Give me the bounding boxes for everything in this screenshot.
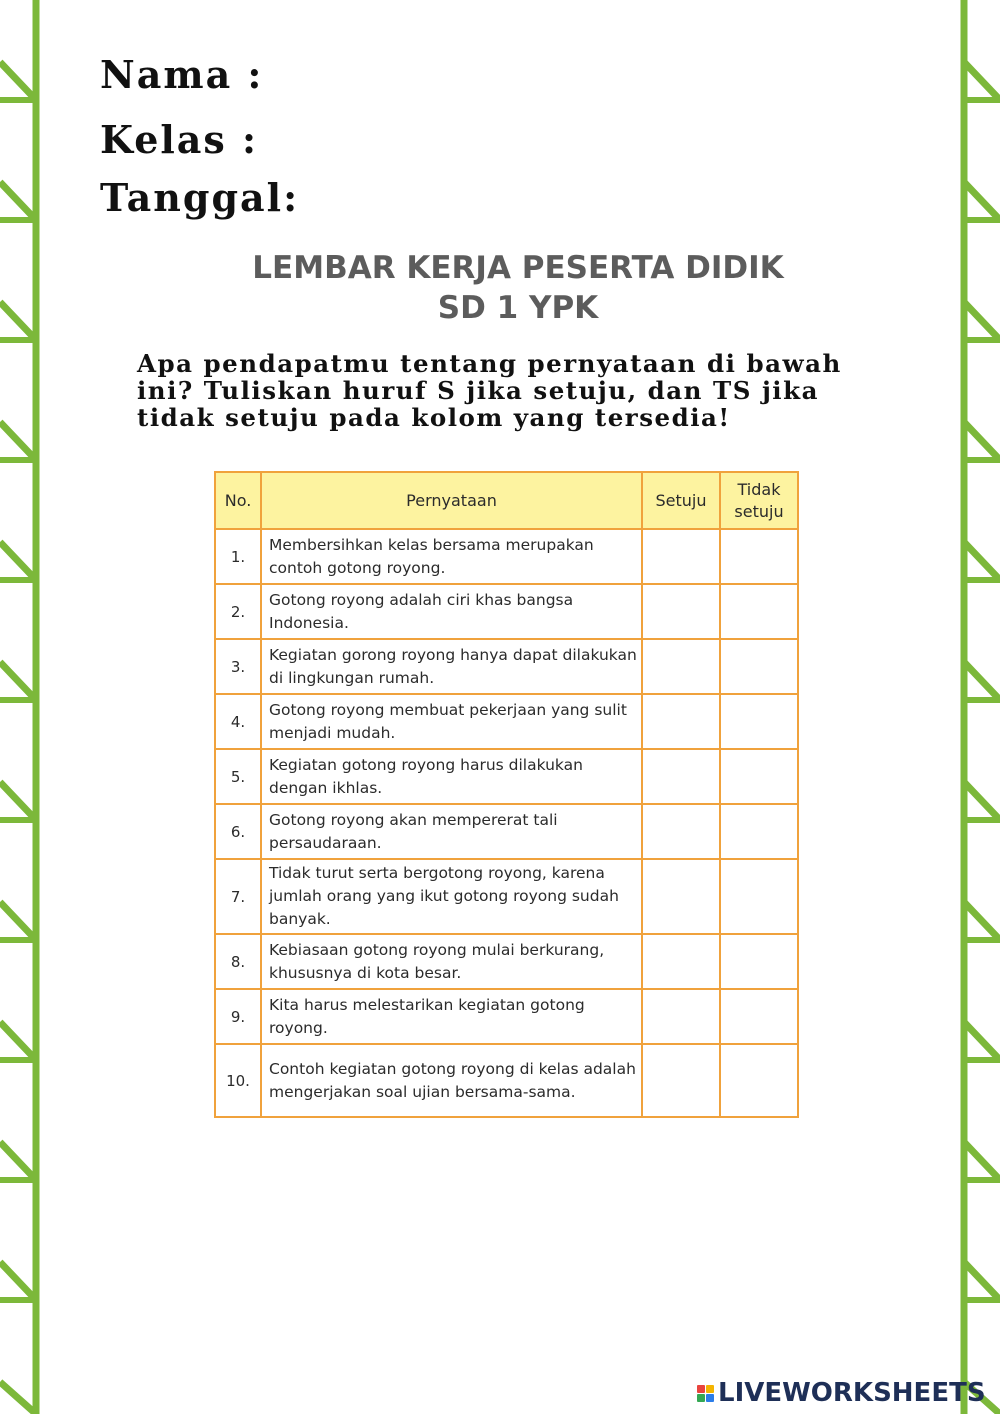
disagree-answer-cell[interactable] — [720, 529, 798, 584]
row-number: 7. — [215, 859, 261, 934]
page-subtitle: SD 1 YPK — [437, 290, 599, 326]
right-border-decoration — [958, 0, 1000, 1414]
table-row — [215, 694, 798, 749]
nama-label: Nama : — [100, 52, 264, 97]
liveworksheets-mark-icon — [697, 1385, 714, 1402]
row-statement: Contoh kegiatan gotong royong di kelas adalah mengerjakan soal ujian bersama-sama. — [261, 1044, 642, 1117]
agree-answer-cell[interactable] — [642, 934, 720, 989]
row-number: 1. — [215, 529, 261, 584]
disagree-answer-cell[interactable] — [720, 694, 798, 749]
row-statement: Gotong royong akan mempererat tali persaudaraan. — [261, 804, 642, 859]
row-number: 4. — [215, 694, 261, 749]
header-statement: Pernyataan — [261, 472, 642, 529]
row-statement: Gotong royong adalah ciri khas bangsa Indonesia. — [261, 584, 642, 639]
table-row — [215, 749, 798, 804]
row-statement: Kegiatan gorong royong hanya dapat dilakukan di lingkungan rumah. — [261, 639, 642, 694]
tanggal-label: Tanggal: — [100, 175, 300, 220]
disagree-answer-cell[interactable] — [720, 934, 798, 989]
statement-table — [214, 471, 799, 1118]
disagree-answer-cell[interactable] — [720, 804, 798, 859]
table-header-row — [215, 472, 798, 529]
agree-answer-cell[interactable] — [642, 859, 720, 934]
agree-answer-cell[interactable] — [642, 1044, 720, 1117]
disagree-answer-cell[interactable] — [720, 1044, 798, 1117]
page-title: LEMBAR KERJA PESERTA DIDIK — [252, 250, 784, 286]
row-number: 9. — [215, 989, 261, 1044]
agree-answer-cell[interactable] — [642, 749, 720, 804]
table-row — [215, 989, 798, 1044]
header-agree: Setuju — [642, 472, 720, 529]
row-number: 3. — [215, 639, 261, 694]
table-row — [215, 1044, 798, 1117]
table-row — [215, 804, 798, 859]
table-row — [215, 859, 798, 934]
header-disagree — [720, 472, 798, 529]
agree-answer-cell[interactable] — [642, 529, 720, 584]
table-row — [215, 584, 798, 639]
disagree-answer-cell[interactable] — [720, 859, 798, 934]
disagree-answer-cell[interactable] — [720, 639, 798, 694]
left-border-decoration — [0, 0, 40, 1414]
table-row — [215, 934, 798, 989]
header-disagree-label: Tidak setuju — [734, 479, 784, 521]
liveworksheets-logo — [697, 1378, 986, 1408]
row-number: 6. — [215, 804, 261, 859]
row-statement: Kegiatan gotong royong harus dilakukan dengan ikhlas. — [261, 749, 642, 804]
row-number: 5. — [215, 749, 261, 804]
row-number: 2. — [215, 584, 261, 639]
agree-answer-cell[interactable] — [642, 639, 720, 694]
agree-answer-cell[interactable] — [642, 694, 720, 749]
disagree-answer-cell[interactable] — [720, 749, 798, 804]
table-row — [215, 639, 798, 694]
row-statement: Tidak turut serta bergotong royong, karena jumlah orang yang ikut gotong royong sudah banyak. — [261, 859, 642, 934]
agree-answer-cell[interactable] — [642, 584, 720, 639]
row-statement: Kebiasaan gotong royong mulai berkurang, khususnya di kota besar. — [261, 934, 642, 989]
row-statement: Kita harus melestarikan kegiatan gotong royong. — [261, 989, 642, 1044]
kelas-label: Kelas : — [100, 117, 259, 162]
row-statement: Gotong royong membuat pekerjaan yang sulit menjadi mudah. — [261, 694, 642, 749]
table-row — [215, 529, 798, 584]
header-no: No. — [215, 472, 261, 529]
row-number: 10. — [215, 1044, 261, 1117]
instruction-text: Apa pendapatmu tentang pernyataan di bawah ini? Tuliskan huruf S jika setuju, dan TS jika tidak setuju pada kolom yang tersedia! — [137, 349, 842, 432]
disagree-answer-cell[interactable] — [720, 989, 798, 1044]
agree-answer-cell[interactable] — [642, 989, 720, 1044]
agree-answer-cell[interactable] — [642, 804, 720, 859]
liveworksheets-brand: LIVEWORKSHEETS — [718, 1378, 986, 1408]
row-statement: Membersihkan kelas bersama merupakan contoh gotong royong. — [261, 529, 642, 584]
disagree-answer-cell[interactable] — [720, 584, 798, 639]
row-number: 8. — [215, 934, 261, 989]
